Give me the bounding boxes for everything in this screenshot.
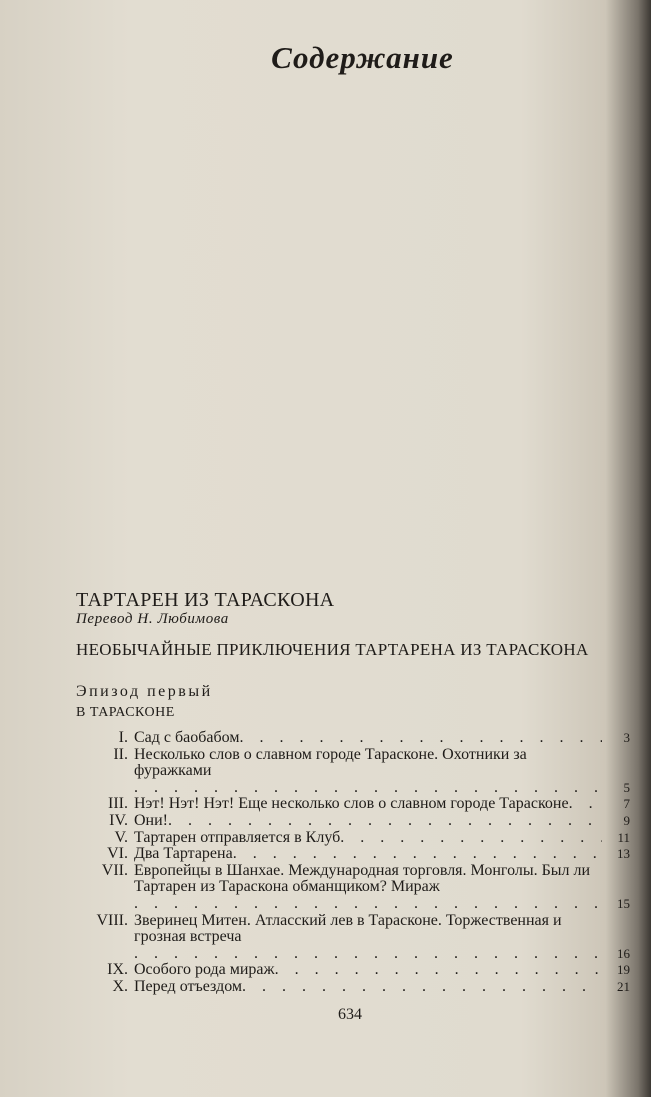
toc-entry-number: VIII. (96, 911, 128, 929)
toc-entry-page: 13 (617, 846, 630, 862)
toc-entry-title: Сад с баобабом (134, 729, 240, 746)
toc-entry-title: Нэт! Нэт! Нэт! Еще несколько слов о славном городе Тарасконе (134, 795, 569, 813)
toc-entry[interactable] (70, 979, 630, 996)
toc-entry-title: Два Тартарена (134, 845, 233, 863)
toc-entry-title: Они! (134, 811, 169, 829)
toc-entry[interactable] (70, 863, 630, 913)
toc-entry-number: II. (113, 745, 128, 763)
episode-heading: Эпизод первый (76, 683, 213, 700)
toc-entry-number: X. (112, 977, 128, 995)
book-title: НЕОБЫЧАЙНЫЕ ПРИКЛЮЧЕНИЯ ТАРТАРЕНА ИЗ ТАРАСКОНА (76, 640, 589, 659)
toc-entry-title: Особого рода мираж (134, 961, 275, 979)
toc-entry-number: III. (108, 795, 128, 813)
toc-entry-title: Тартарен отправляется в Клуб (134, 828, 341, 846)
toc-entry-page: 5 (623, 779, 630, 795)
toc-entry-number: VII. (101, 861, 128, 879)
toc-entry-title: Европейцы в Шанхае. Международная торговля. Монголы. Был ли Тартарен из Тараскона обманщиком? Мираж (134, 861, 591, 896)
table-of-contents (70, 730, 630, 996)
toc-entry-page: 21 (617, 978, 630, 994)
toc-entry[interactable] (70, 747, 630, 797)
toc-entry-page: 11 (617, 829, 630, 845)
toc-entry-number: V. (114, 828, 128, 846)
toc-entry-title: Перед отъездом (134, 977, 243, 995)
translator-credit: Перевод Н. Любимова (76, 611, 229, 627)
toc-entry-page: 19 (617, 962, 630, 978)
page-title: Содержание (271, 40, 454, 75)
toc-entry[interactable] (70, 830, 630, 847)
toc-entry[interactable] (70, 846, 630, 863)
toc-entry-number: VI. (107, 845, 128, 863)
toc-entry[interactable] (70, 796, 630, 813)
section-heading: В ТАРАСКОНЕ (76, 705, 175, 720)
toc-entry-number: IV. (109, 811, 128, 829)
page-number: 634 (338, 1006, 362, 1023)
toc-entry-title: Зверинец Митен. Атласский лев в Тарасконе. Торжественная и грозная встреча (134, 911, 562, 946)
toc-entry[interactable] (70, 730, 630, 747)
toc-entry-title: Несколько слов о славном городе Тарасконе. Охотники за фуражками (134, 745, 527, 780)
toc-entry-page: 9 (623, 812, 630, 828)
toc-entry[interactable] (70, 913, 630, 963)
work-title: ТАРТАРЕН ИЗ ТАРАСКОНА (76, 589, 335, 611)
toc-entry-number: I. (118, 729, 128, 746)
toc-entry-number: IX. (107, 961, 128, 979)
toc-entry[interactable] (70, 813, 630, 830)
toc-entry-page: 3 (623, 730, 630, 745)
toc-entry-page: 16 (617, 945, 630, 961)
toc-entry-page: 15 (617, 895, 630, 911)
toc-entry[interactable] (70, 962, 630, 979)
toc-entry-page: 7 (623, 796, 630, 812)
